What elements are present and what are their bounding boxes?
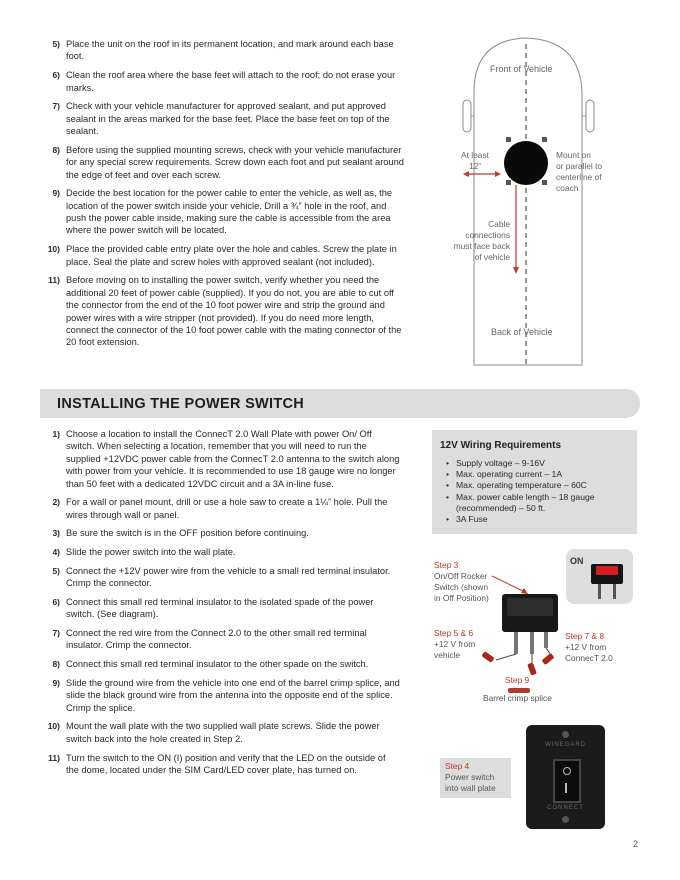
- list-item: 5) Connect the +12V power wire from the vehicle to a small red terminal insulator. Crimp the connector.: [52, 565, 391, 589]
- installation-steps-list: [40, 38, 405, 355]
- step4-callout: Step 4 Power switch into wall plate: [440, 758, 511, 798]
- step3-label: Step 3 On/Off Rocker Switch (shown in Off Position): [434, 560, 489, 603]
- page-number: 2: [632, 839, 638, 849]
- list-item: 6) Clean the roof area where the base feet will attach to the roof; do not erase your marks.: [52, 70, 396, 93]
- vehicle-outline: [474, 38, 582, 365]
- list-item: 2) For a wall or panel mount, drill or use a hole saw to create a 1¼” hole. Pull the wires through wall or panel.: [52, 497, 388, 520]
- list-item: 7) Connect the red wire from the Connect 2.0 to the other small red terminal insulator. Crimp the connector.: [52, 628, 367, 651]
- terminal-insulator-right: [541, 653, 554, 665]
- section-heading-band: [40, 389, 640, 418]
- list-item: 8) Connect this small red terminal insulator to the other spade on the switch.: [52, 659, 369, 670]
- wall-plate-illustration: [526, 725, 605, 829]
- clearance-label: At least 12”: [461, 150, 489, 171]
- terminal-insulator-center: [527, 662, 537, 675]
- list-item: • Supply voltage – 9-16V: [446, 458, 631, 469]
- terminal-insulator-left: [481, 651, 494, 663]
- list-item: 6) Connect this small red terminal insulator to the isolated spade of the power switch. (See diagram).: [52, 596, 374, 620]
- plate-screw-top: [562, 731, 569, 738]
- list-item: • Max. operating current – 1A: [446, 469, 631, 480]
- list-item: • Max. power cable length – 18 gauge (recommended) – 50 ft.: [446, 492, 631, 514]
- list-item: 4) Slide the power switch into the wall plate.: [52, 547, 236, 558]
- list-item: 7) Check with your vehicle manufacturer for approved sealant, and put approved sealant in the areas marked for the base feet. Place the base feet on top of the sealant.: [52, 101, 390, 137]
- barrel-splice-caption: Barrel crimp splice: [483, 693, 552, 703]
- list-item: 9) Decide the best location for the power cable to enter the vehicle, as well as, the location of the power switch inside your vehicle. Drill a ¾” hole in the roof, and push the power cable inside, making sure the cable is accessible from the area where the power switch will be located.: [52, 188, 393, 236]
- right-mirror: [586, 100, 594, 132]
- list-item: • Max. operating temperature – 60C: [446, 480, 631, 491]
- requirements-list: [446, 458, 631, 525]
- rocker-switch-on-icon: [588, 561, 626, 601]
- antenna-unit: [504, 141, 548, 185]
- on-label: ON: [570, 556, 584, 566]
- list-item: 5) Place the unit on the roof in its permanent location, and mark around each base foot.: [52, 39, 394, 62]
- back-of-vehicle-label: Back of Vehicle: [491, 327, 553, 337]
- plate-product-text: CONNECT: [547, 805, 584, 811]
- requirements-title: 12V Wiring Requirements: [440, 440, 562, 451]
- list-item: 11) Turn the switch to the ON (I) position and verify that the LED on the outside of the dome, located under the SIM Card/LED cover plate, has turned on.: [48, 752, 386, 775]
- list-item: 11) Before moving on to installing the power switch, verify whether you need the additional 20 feet of power cable (supplied). If you do not, you are able to cut off the connector from the end of the 10 foot power wire and strip the ground and power wires with a wire stripper (not provided). If you do need more length, connect the connector of the 10 foot power cable with the mating connector of the 20 foot extension.: [48, 275, 402, 348]
- list-item: 8) Before using the supplied mounting screws, check with your vehicle manufacturer for any special screw requirements. Screw down each foot and put sealant around the edge of feet and over each screw.: [52, 144, 404, 180]
- power-switch-steps-list: [40, 428, 400, 783]
- vehicle-roof-diagram: [430, 30, 630, 375]
- list-item: 3) Be sure the switch is in the OFF position before continuing.: [52, 528, 309, 539]
- list-item: 1) Choose a location to install the ConnecT 2.0 Wall Plate with power On/ Off switch. When selecting a location, remember that you will need to run the supplied +12VDC power cable from the ConnecT 2.0 antenna to the switch along with power from your vehicle. It is recommended to use 18 gauge wire no longer than 50 feet with a dedicated 12VDC circuit and a 3A in-line fuse.: [52, 429, 400, 489]
- step78-label: Step 7 & 8 +12 V from ConnecT 2.0: [565, 631, 613, 663]
- step56-label: Step 5 & 6 +12 V from vehicle: [434, 628, 476, 660]
- list-item: 10) Place the provided cable entry plate over the hole and cables. Screw the plate in place. Seal the plate and screw holes with approved sealant (not included).: [47, 244, 397, 267]
- step3-pointer: [492, 576, 525, 592]
- section-title: INSTALLING THE POWER SWITCH: [57, 396, 305, 412]
- mount-position-label: Mount on or parallel to centerline of coach: [556, 150, 603, 193]
- list-item: 9) Slide the ground wire from the vehicle into one end of the barrel crimp splice, and slide the black ground wire from the antenna into the opposite end of the splice. Crimp the splice.: [52, 677, 400, 713]
- cable-direction-label: Cable connections must face back of vehicle: [453, 219, 510, 262]
- front-of-vehicle-label: Front of Vehicle: [490, 64, 553, 74]
- step9-label: Step 9: [505, 675, 530, 685]
- plate-switch-icon: [553, 759, 581, 803]
- list-item: 10) Mount the wall plate with the two supplied wall plate screws. Slide the power switch back into the hole created in Step 2.: [47, 721, 380, 744]
- left-mirror: [463, 100, 471, 132]
- plate-screw-bottom: [562, 816, 569, 823]
- wiring-requirements-box: [432, 430, 637, 534]
- list-item: • 3A Fuse: [446, 514, 631, 525]
- plate-brand-text: WINEGARD: [545, 742, 586, 748]
